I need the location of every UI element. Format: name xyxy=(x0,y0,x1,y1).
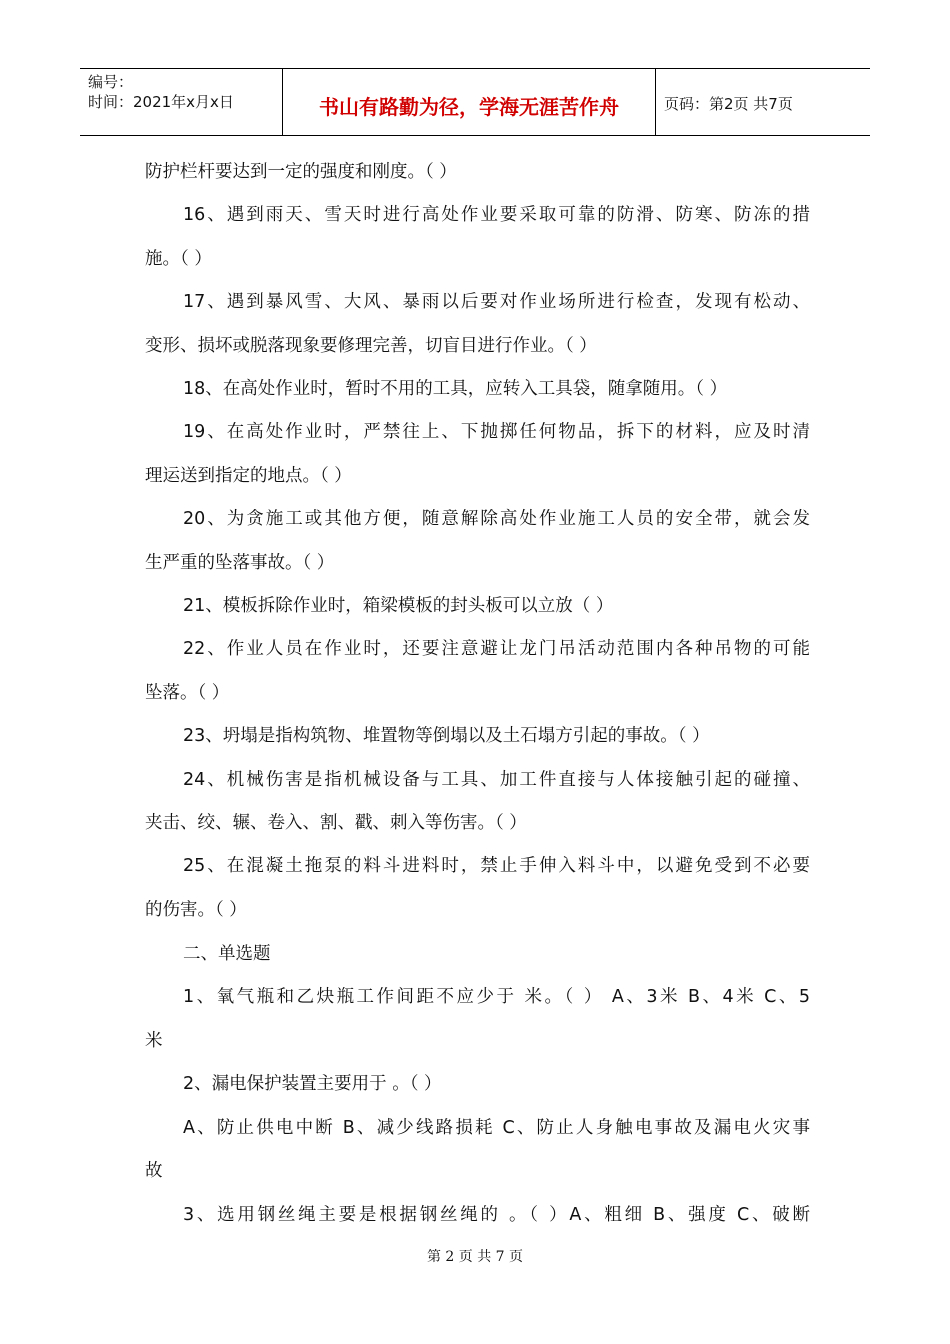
text-line: 的伤害。（ ） xyxy=(145,900,247,920)
question-25: 25、在混凝土拖泵的料斗进料时，禁止手伸入料斗中，以避免受到不必要 xyxy=(183,856,810,876)
text-line: 施。（ ） xyxy=(145,249,212,269)
question-18: 18、在高处作业时，暂时不用的工具，应转入工具袋，随拿随用。（ ） xyxy=(183,379,728,399)
text-line: 防护栏杆要达到一定的强度和刚度。（ ） xyxy=(145,162,457,182)
section-heading: 二、单选题 xyxy=(183,944,271,964)
choice-options-2: A、防止供电中断 B、减少线路损耗 C、防止人身触电事故及漏电火灾事 xyxy=(183,1118,810,1138)
page-footer: 第 2 页 共 7 页 xyxy=(426,1249,524,1265)
choice-question-3: 3、选用钢丝绳主要是根据钢丝绳的 。（ ）A、粗细 B、强度 C、破断 xyxy=(183,1205,810,1225)
question-16: 16、遇到雨天、雪天时进行高处作业要采取可靠的防滑、防寒、防冻的措 xyxy=(183,205,810,225)
header-motto-cell xyxy=(282,69,656,135)
text-line: 生严重的坠落事故。（ ） xyxy=(145,553,335,573)
question-17: 17、遇到暴风雪、大风、暴雨以后要对作业场所进行检查，发现有松动、 xyxy=(183,292,810,312)
page-header xyxy=(80,68,870,136)
text-line: 变形、损坏或脱落现象要修理完善，切盲目进行作业。（ ） xyxy=(145,336,597,356)
header-motto: 书山有路勤为径，学海无涯苦作舟 xyxy=(319,95,619,119)
header-page-number: 页码：第2页 共7页 xyxy=(664,95,793,113)
choice-question-2: 2、漏电保护装置主要用于 。（ ） xyxy=(183,1074,442,1094)
question-22: 22、作业人员在作业时，还要注意避让龙门吊活动范围内各种吊物的可能 xyxy=(183,639,810,659)
choice-question-1: 1、氧气瓶和乙炔瓶工作间距不应少于 米。（ ） A、3米 B、4米 C、5 xyxy=(183,987,810,1007)
header-info-cell xyxy=(80,69,282,135)
document-date-label: 时间：2021年x月x日 xyxy=(88,93,234,111)
question-24: 24、机械伤害是指机械设备与工具、加工件直接与人体接触引起的碰撞、 xyxy=(183,770,810,790)
question-20: 20、为贪施工或其他方便，随意解除高处作业施工人员的安全带，就会发 xyxy=(183,509,810,529)
question-23: 23、坍塌是指构筑物、堆置物等倒塌以及土石塌方引起的事故。（ ） xyxy=(183,726,710,746)
text-line: 夹击、绞、辗、卷入、割、戳、刺入等伤害。（ ） xyxy=(145,813,527,833)
text-line: 故 xyxy=(145,1161,163,1181)
question-21: 21、模板拆除作业时，箱梁模板的封头板可以立放（ ） xyxy=(183,596,614,616)
document-number-label: 编号： xyxy=(88,73,134,91)
text-line: 米 xyxy=(145,1031,163,1051)
question-19: 19、在高处作业时，严禁往上、下抛掷任何物品，拆下的材料，应及时清 xyxy=(183,422,810,442)
header-page-cell xyxy=(656,69,870,135)
text-line: 坠落。（ ） xyxy=(145,683,230,703)
text-line: 理运送到指定的地点。（ ） xyxy=(145,466,352,486)
